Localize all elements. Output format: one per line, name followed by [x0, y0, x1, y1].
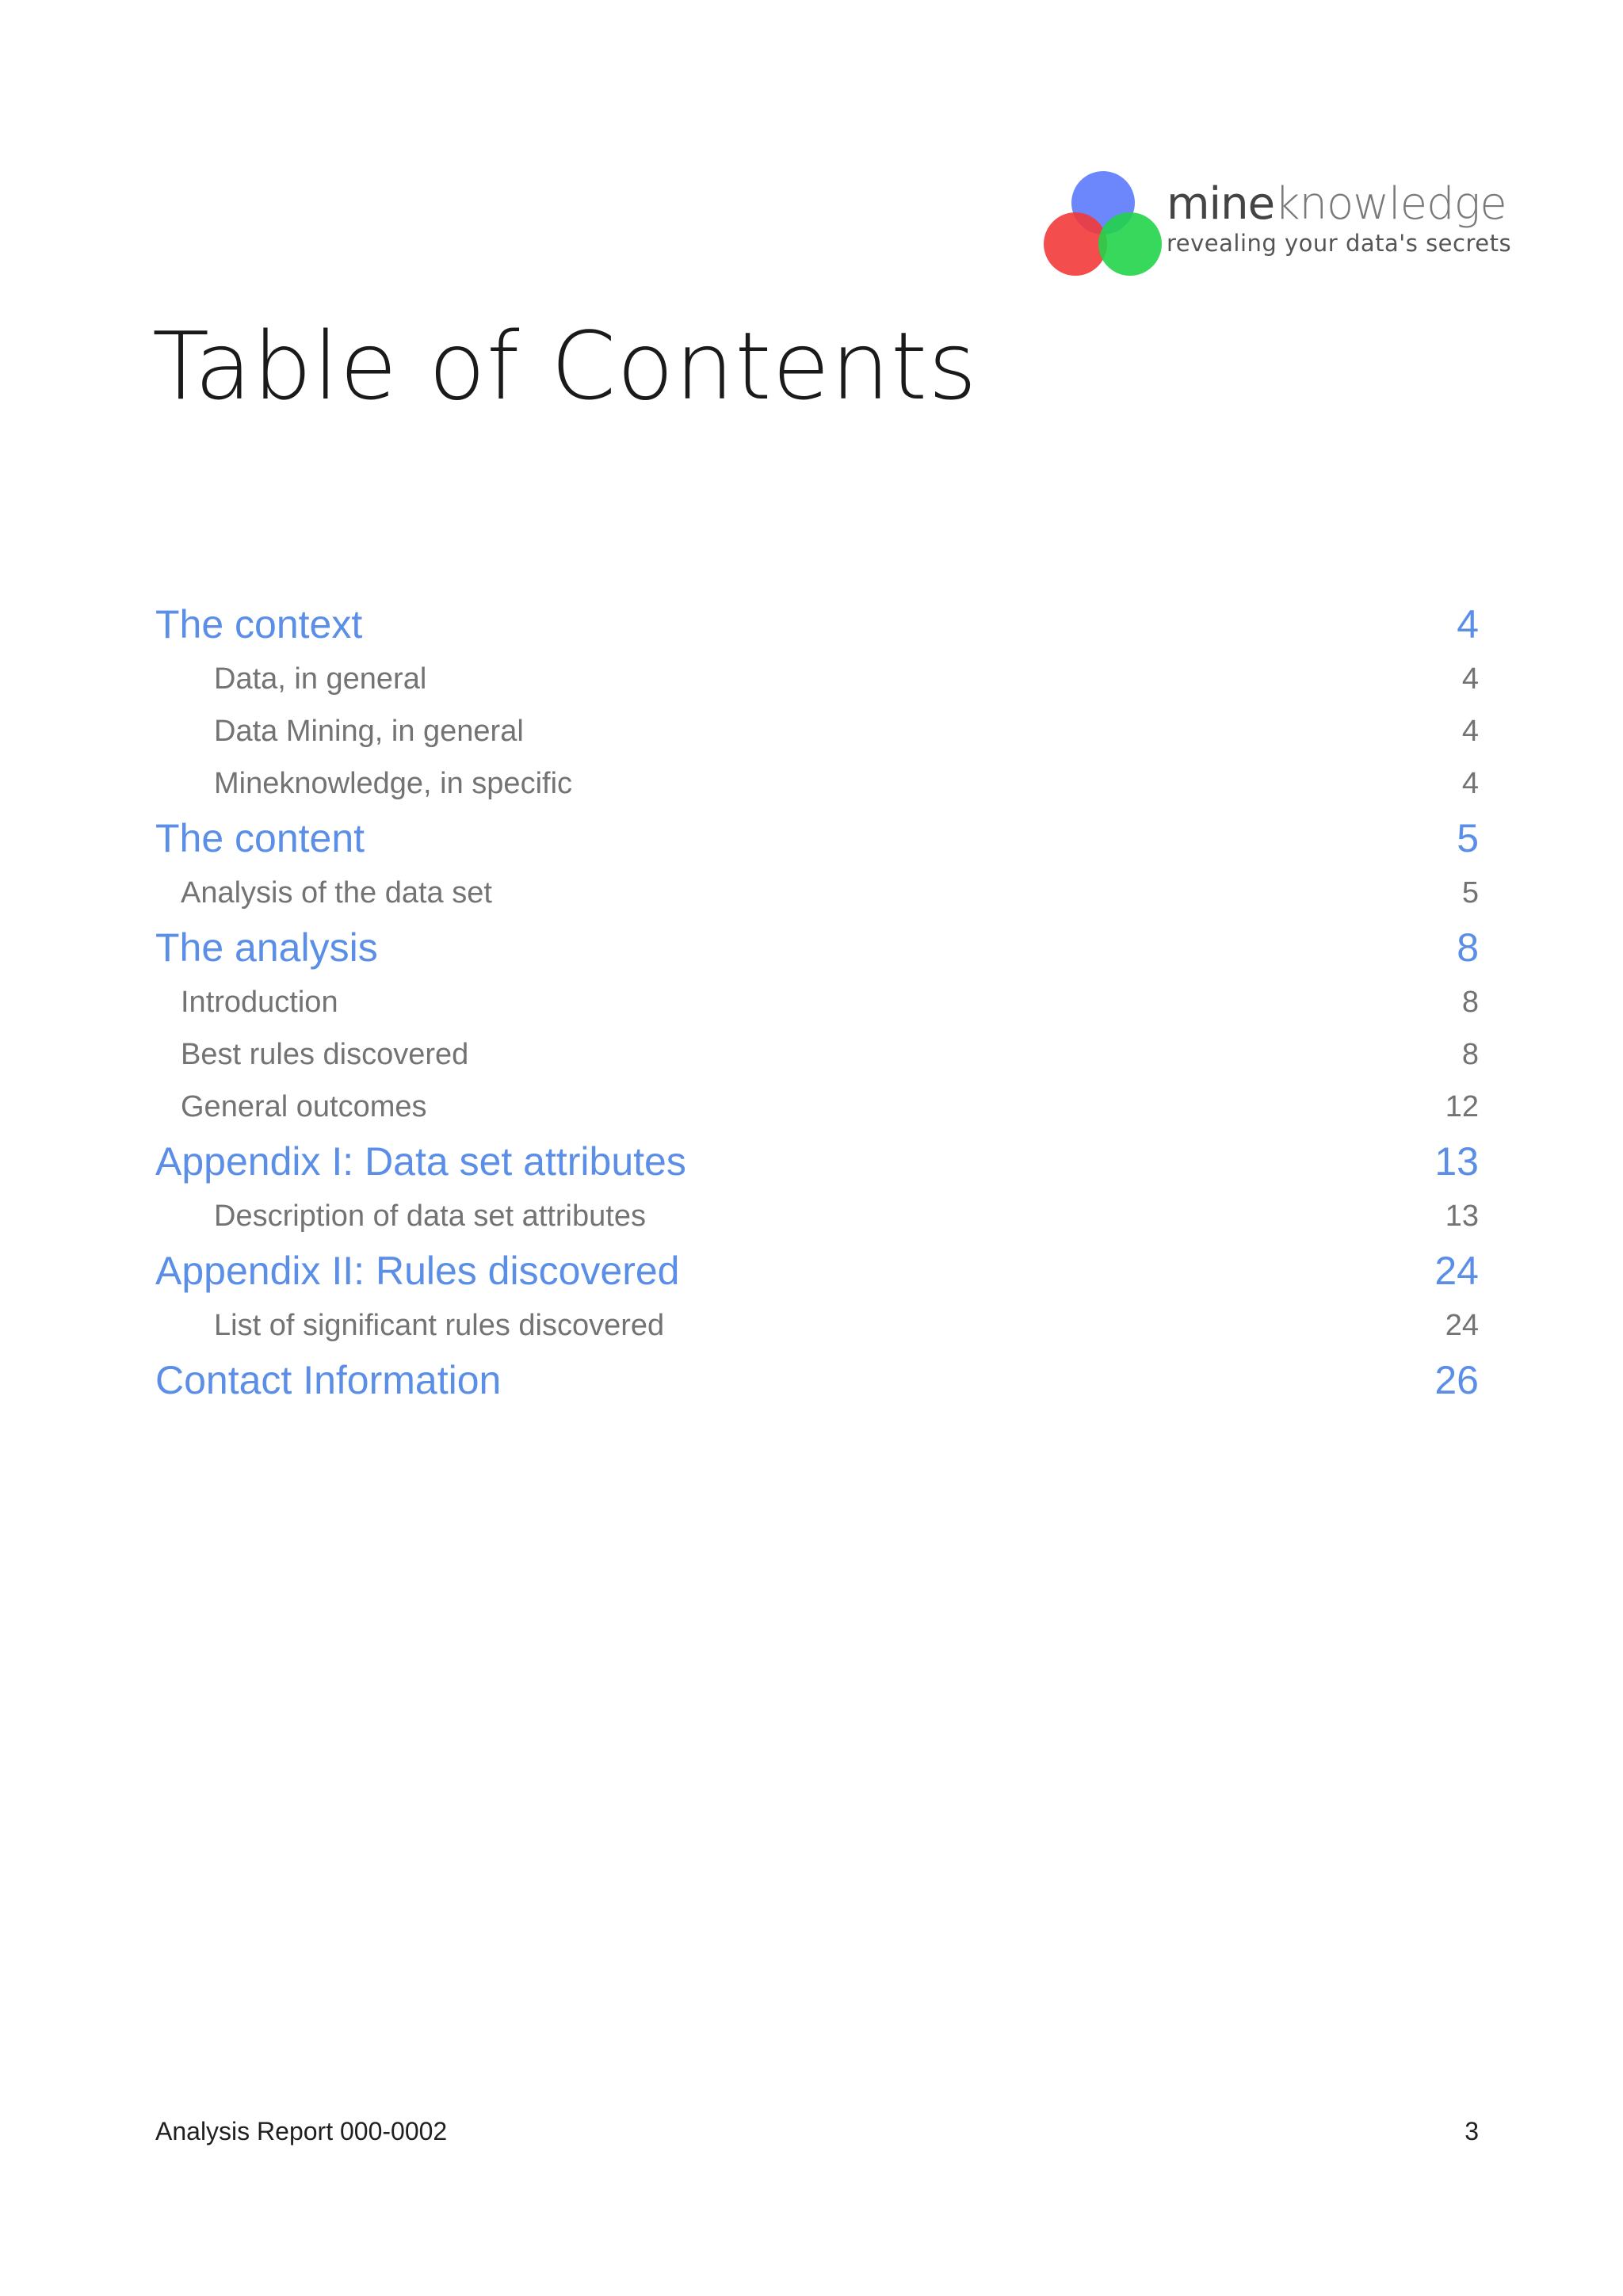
toc-entry-label: Contact Information	[155, 1358, 502, 1402]
toc-entry-label: Best rules discovered	[181, 1038, 469, 1071]
toc-entry-label: Mineknowledge, in specific	[214, 767, 573, 800]
toc-entry-page: 24	[1445, 1309, 1479, 1342]
toc-entry-page: 12	[1445, 1090, 1479, 1123]
toc-entry-page: 13	[1434, 1139, 1479, 1184]
toc-entry-mineknowledge-in-specific[interactable]	[155, 757, 1479, 810]
toc-entry-page: 8	[1461, 1038, 1479, 1071]
toc-entry-label: Introduction	[181, 986, 338, 1019]
footer-page-number: 3	[1465, 2117, 1479, 2145]
toc-entry-the-analysis[interactable]	[155, 919, 1479, 976]
toc-entry-page: 24	[1434, 1249, 1479, 1293]
toc-entry-label: The analysis	[155, 925, 378, 970]
toc-entry-list-of-significant-rules[interactable]	[155, 1299, 1479, 1352]
toc-entry-appendix-i[interactable]	[155, 1133, 1479, 1190]
toc-entry-general-outcomes[interactable]	[155, 1081, 1479, 1133]
page-title: Table of Contents	[152, 311, 978, 421]
logo-name-part2: knowledge	[1274, 178, 1507, 230]
toc-entry-appendix-ii[interactable]	[155, 1242, 1479, 1299]
toc-entry-page: 5	[1461, 876, 1479, 910]
logo-name-part1: mine	[1167, 178, 1275, 230]
logo-circles-icon	[1040, 165, 1167, 284]
toc-entry-label: Data, in general	[214, 662, 427, 696]
logo-name	[1167, 178, 1511, 230]
toc-entry-page: 4	[1461, 715, 1479, 748]
table-of-contents	[155, 596, 1479, 1409]
toc-entry-page: 8	[1457, 925, 1479, 970]
toc-entry-page: 4	[1457, 602, 1479, 646]
toc-entry-description-of-data-set-attributes[interactable]	[155, 1190, 1479, 1242]
toc-entry-page: 4	[1461, 767, 1479, 800]
toc-entry-label: Analysis of the data set	[181, 876, 492, 910]
toc-entry-analysis-of-the-data-set[interactable]	[155, 867, 1479, 919]
toc-entry-label: General outcomes	[181, 1090, 427, 1123]
toc-entry-page: 5	[1457, 816, 1479, 860]
toc-entry-label: Appendix II: Rules discovered	[155, 1249, 680, 1293]
company-logo	[1040, 165, 1512, 284]
toc-entry-data-in-general[interactable]	[155, 653, 1479, 705]
toc-entry-introduction[interactable]	[155, 976, 1479, 1028]
toc-entry-best-rules-discovered[interactable]	[155, 1028, 1479, 1081]
toc-entry-label: The content	[155, 816, 365, 860]
toc-entry-label: List of significant rules discovered	[214, 1309, 665, 1342]
toc-entry-label: Appendix I: Data set attributes	[155, 1139, 686, 1184]
toc-entry-the-context[interactable]	[155, 596, 1479, 653]
toc-entry-page: 4	[1461, 662, 1479, 696]
logo-tagline: revealing your data's secrets	[1167, 230, 1512, 257]
toc-entry-the-content[interactable]	[155, 810, 1479, 867]
footer-report-name: Analysis Report 000-0002	[155, 2117, 448, 2145]
logo-wordmark	[1167, 178, 1512, 257]
toc-entry-data-mining-in-general[interactable]	[155, 705, 1479, 757]
page-footer	[155, 2115, 1479, 2147]
toc-entry-contact-information[interactable]	[155, 1352, 1479, 1409]
toc-entry-page: 26	[1434, 1358, 1479, 1402]
toc-entry-page: 8	[1461, 986, 1479, 1019]
toc-entry-label: The context	[155, 602, 363, 646]
toc-entry-label: Description of data set attributes	[214, 1199, 646, 1233]
toc-entry-label: Data Mining, in general	[214, 715, 524, 748]
toc-entry-page: 13	[1445, 1199, 1479, 1233]
